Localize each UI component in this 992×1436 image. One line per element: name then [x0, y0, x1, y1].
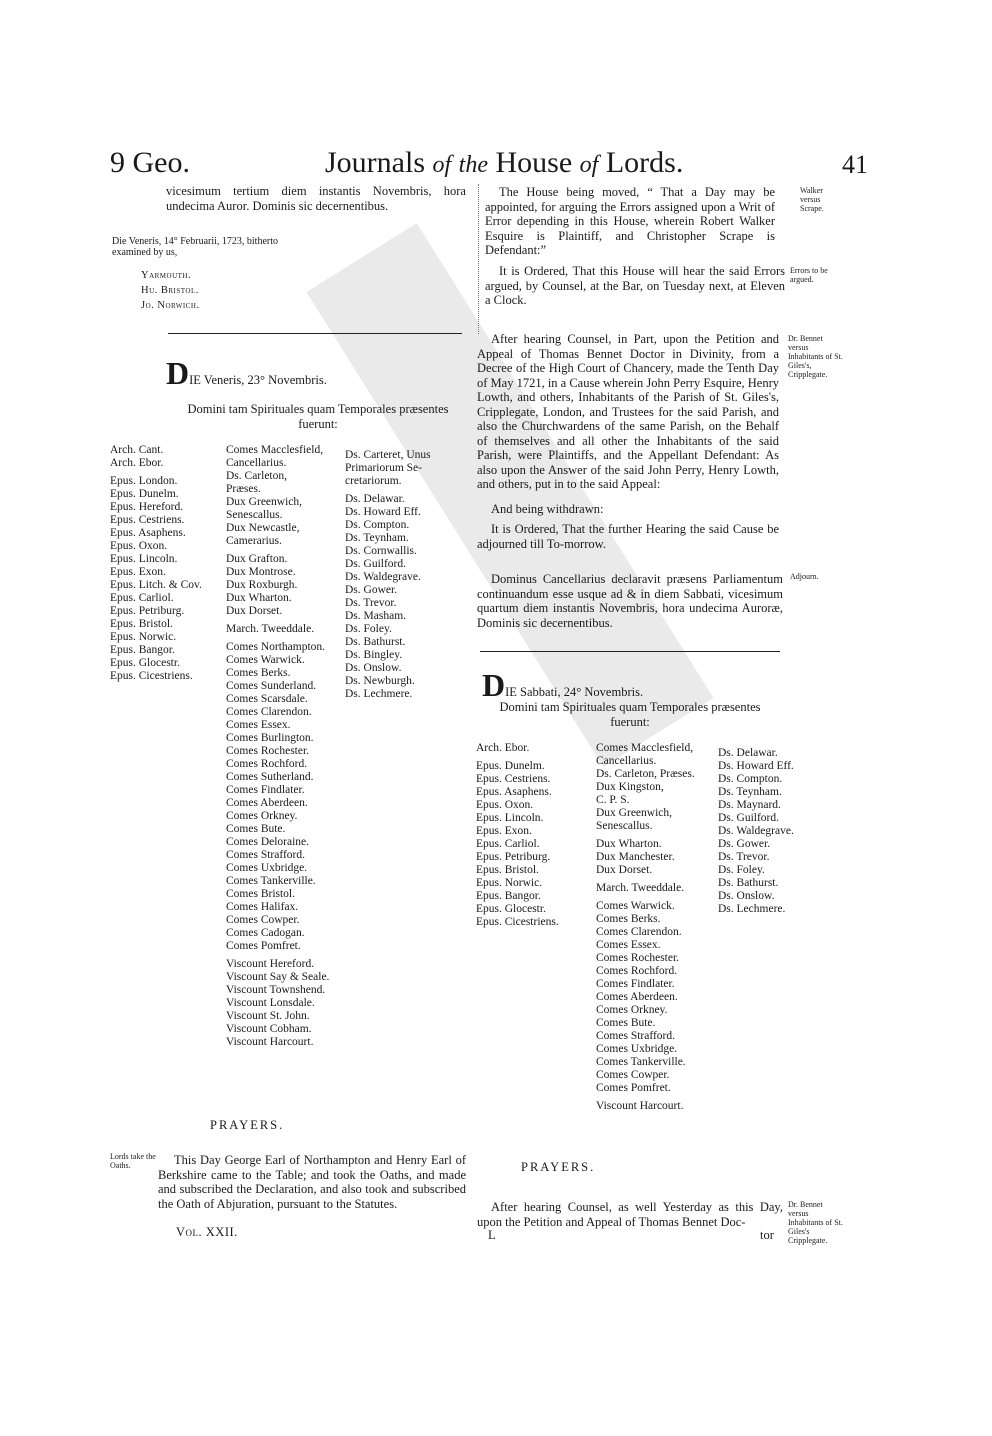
lord-entry: Ds. Lechmere. — [345, 688, 413, 700]
lord-entry: Epus. Cestriens. — [476, 773, 551, 785]
lord-entry: Ds. Teynham. — [345, 532, 409, 544]
lord-entry: Epus. Bangor. — [476, 890, 541, 902]
lord-entry: Comes Halifax. — [226, 901, 299, 913]
lord-entry: Epus. Asaphens. — [476, 786, 552, 798]
lord-entry: Ds. Delawar. — [345, 493, 405, 505]
lord-entry: C. P. S. — [596, 794, 630, 806]
lord-entry: Comes Clarendon. — [226, 706, 312, 718]
lord-entry: Epus. Carliol. — [110, 592, 174, 604]
day-heading — [482, 667, 644, 703]
lords-list-barons — [718, 742, 794, 916]
lord-entry: Viscount Harcourt. — [596, 1100, 684, 1112]
signature-mark: L — [488, 1228, 496, 1242]
lord-entry: Comes Burlington. — [226, 732, 314, 744]
section-rule — [480, 651, 780, 652]
lord-entry: Comes Cowper. — [226, 914, 300, 926]
lord-entry: Dux Manchester. — [596, 851, 675, 863]
lord-entry: Epus. Oxon. — [476, 799, 534, 811]
lord-entry: Epus. Cicestriens. — [476, 916, 559, 928]
lord-entry: Ds. Bathurst. — [345, 636, 406, 648]
lord-entry: Ds. Trevor. — [345, 597, 397, 609]
lord-entry: Dux Greenwich, — [226, 496, 303, 508]
lord-entry: Comes Uxbridge. — [596, 1043, 678, 1055]
lord-entry: Comes Essex. — [596, 939, 661, 951]
lord-entry: Epus. Norwic. — [110, 631, 177, 643]
lord-entry: Epus. Petriburg. — [110, 605, 185, 617]
lord-entry: Comes Rochford. — [226, 758, 308, 770]
section-rule — [168, 333, 462, 334]
lord-entry: Ds. Onslow. — [718, 890, 775, 902]
lord-entry: Epus. Exon. — [110, 566, 166, 578]
title-word: Journals — [325, 146, 425, 179]
lord-entry: Comes Uxbridge. — [226, 862, 308, 874]
lord-entry: Epus. Glocestr. — [476, 903, 546, 915]
lord-entry: Arch. Cant. — [110, 444, 164, 456]
lord-entry: Epus. Bristol. — [476, 864, 539, 876]
lords-list-barons — [345, 444, 431, 701]
lord-entry: Cancellarius. — [226, 457, 287, 469]
lord-entry: Ds. Foley. — [718, 864, 765, 876]
lord-entry: Comes Rochford. — [596, 965, 678, 977]
running-header-left: 9 Geo. — [110, 146, 190, 179]
lord-entry: Comes Rochester. — [596, 952, 680, 964]
margin-note: Adjourn. — [790, 572, 819, 581]
lord-entry: Comes Cadogan. — [226, 927, 305, 939]
lord-entry: Epus. Lincoln. — [110, 553, 178, 565]
lord-entry: Ds. Carleton, Præses. — [596, 768, 695, 780]
margin-note: Lords take the Oaths. — [110, 1152, 156, 1170]
lord-entry: Ds. Carteret, Unus — [345, 449, 431, 461]
signature: Yarmouth. — [141, 270, 192, 281]
lord-entry: Senescallus. — [226, 509, 283, 521]
lord-entry: Dux Montrose. — [226, 566, 296, 578]
domini-line: Domini tam Spirituales quam Temporales præsentes fuerunt: — [187, 402, 449, 431]
bennet-paragraph: After hearing Counsel, in Part, upon the Petition and Appeal of Thomas Bennet Doctor in Divinity, from a Decree of the High Court of Chancery, made the Tenth Day of May 1721, in a Cause wherein John Perry Esquire, Henry Lowth, and others, Inhabitants of the Parish of St. Giles's, Cripplegate, London, and Trustees for the said Parish, and also the Churchwardens of the same Parish, on the Behalf of themselves and all other the Inhabitants of the said Parish, were Plaintiffs, and the Appellant Defendant: As also upon the Answer of the said John Perry, Henry Lowth, and others, put in to the said Appeal: — [477, 332, 780, 491]
lord-entry: Comes Findlater. — [226, 784, 305, 796]
lord-entry: Epus. Petriburg. — [476, 851, 551, 863]
prayers-heading: PRAYERS. — [210, 1118, 285, 1132]
lord-entry: March. Tweeddale. — [226, 623, 315, 635]
lord-entry: Epus. Bristol. — [110, 618, 173, 630]
page-number: 41 — [842, 150, 868, 179]
lord-entry: Comes Essex. — [226, 719, 291, 731]
margin-note: Dr. Bennet versus Inhabitants of St. Giles's Cripplegate. — [788, 1200, 843, 1245]
lord-entry: Ds. Compton. — [718, 773, 783, 785]
lord-entry: Dux Dorset. — [596, 864, 653, 876]
lord-entry: Ds. Howard Eff. — [345, 506, 421, 518]
lord-entry: Ds. Carleton, — [226, 470, 288, 482]
lord-entry: March. Tweeddale. — [596, 882, 685, 894]
lord-entry: Præses. — [226, 483, 261, 495]
lord-entry: Ds. Cornwallis. — [345, 545, 417, 557]
examined-note: Die Veneris, 14° Februarii, 1723, bitherto examined by us, — [112, 236, 279, 258]
lord-entry: Ds. Maynard. — [718, 799, 781, 811]
lord-entry: Comes Tankerville. — [226, 875, 316, 887]
lord-entry: Comes Sutherland. — [226, 771, 314, 783]
lord-entry: Epus. Asaphens. — [110, 527, 186, 539]
lord-entry: Senescallus. — [596, 820, 653, 832]
lord-entry: Epus. Dunelm. — [476, 760, 545, 772]
lord-entry: Epus. Bangor. — [110, 644, 175, 656]
lord-entry: Comes Macclesfield, — [226, 444, 324, 456]
lord-entry: Ds. Howard Eff. — [718, 760, 794, 772]
lord-entry: Comes Deloraine. — [226, 836, 310, 848]
title-word: the — [458, 152, 488, 178]
oath-paragraph: This Day George Earl of Northampton and Henry Earl of Berkshire came to the Table; and took the Oaths, and made and subscribed the Declaration, and also took and subscribed the Oath of Abjuration, pursuant to the Statutes. — [158, 1153, 466, 1211]
continuation-paragraph: vicesimum tertium diem instantis Novembris, hora undecima Auror. Dominis sic decernentibus. — [166, 184, 466, 213]
lord-entry: Ds. Onslow. — [345, 662, 402, 674]
lord-entry: Dux Kingston, — [596, 781, 664, 793]
lord-entry: Epus. Exon. — [476, 825, 532, 837]
lord-entry: Epus. Carliol. — [476, 838, 540, 850]
ordered-paragraph: It is Ordered, That the further Hearing the said Cause be adjourned till To-morrow. — [477, 522, 779, 551]
margin-note: Walker versus Scrape. — [800, 186, 824, 213]
lord-entry: cretariorum. — [345, 475, 402, 487]
lord-entry: Ds. Lechmere. — [718, 903, 786, 915]
lord-entry: Arch. Ebor. — [110, 457, 164, 469]
drop-cap: D — [166, 355, 190, 391]
lord-entry: Epus. Cicestriens. — [110, 670, 193, 682]
lords-list-spiritual — [476, 742, 559, 929]
lord-entry: Epus. Cestriens. — [110, 514, 185, 526]
signature: Jo. Norwich. — [141, 300, 200, 311]
margin-note: Errors to be argued. — [790, 266, 828, 284]
margin-note: Dr. Bennet versus Inhabitants of St. Giles's, Cripplegate. — [788, 334, 843, 379]
lord-entry: Dux Roxburgh. — [226, 579, 298, 591]
lord-entry: Ds. Foley. — [345, 623, 392, 635]
lord-entry: Comes Warwick. — [596, 900, 675, 912]
lord-entry: Ds. Delawar. — [718, 747, 778, 759]
adjourn-paragraph: Dominus Cancellarius declaravit præsens Parliamentum continuandum esse usque ad & in diem Sabbati, vicesimum quartum diem instantis Novembris, hora undecima Auroræ, Dominis sic decernentibus. — [477, 572, 783, 630]
lord-entry: Ds. Masham. — [345, 610, 407, 622]
title-word: of — [432, 152, 452, 178]
lord-entry: Comes Tankerville. — [596, 1056, 686, 1068]
lord-entry: Comes Orkney. — [226, 810, 298, 822]
lord-entry: Epus. Oxon. — [110, 540, 168, 552]
lord-entry: Viscount Cobham. — [226, 1023, 312, 1035]
lord-entry: Comes Northampton. — [226, 641, 326, 653]
catchword: tor — [760, 1228, 774, 1242]
lord-entry: Comes Aberdeen. — [226, 797, 308, 809]
lord-entry: Comes Scarsdale. — [226, 693, 308, 705]
lord-entry: Ds. Trevor. — [718, 851, 770, 863]
lord-entry: Primariorum Se- — [345, 462, 422, 474]
lord-entry: Camerarius. — [226, 535, 282, 547]
lord-entry: Ds. Guilford. — [718, 812, 780, 824]
lord-entry: Dux Newcastle, — [226, 522, 300, 534]
lord-entry: Comes Orkney. — [596, 1004, 668, 1016]
domini-line: Domini tam Spirituales quam Temporales præsentes fuerunt: — [499, 700, 761, 729]
lord-entry: Ds. Compton. — [345, 519, 410, 531]
lord-entry: Dux Greenwich, — [596, 807, 673, 819]
lord-entry: Epus. Norwic. — [476, 877, 543, 889]
running-header-title — [325, 146, 683, 180]
lord-entry: Comes Warwick. — [226, 654, 305, 666]
prayers-heading: PRAYERS. — [521, 1160, 596, 1174]
lord-entry: Comes Rochester. — [226, 745, 310, 757]
lord-entry: Epus. London. — [110, 475, 178, 487]
lord-entry: Comes Sunderland. — [226, 680, 317, 692]
lord-entry: Comes Berks. — [226, 667, 291, 679]
lord-entry: Dux Wharton. — [226, 592, 292, 604]
lord-entry: Comes Strafford. — [596, 1030, 676, 1042]
title-word: House — [495, 146, 573, 179]
lord-entry: Ds. Newburgh. — [345, 675, 415, 687]
day-heading-text: IE Sabbati, 24° Novembris. — [505, 685, 644, 699]
lord-entry: Dux Grafton. — [226, 553, 288, 565]
lord-entry: Comes Cowper. — [596, 1069, 670, 1081]
lord-entry: Comes Pomfret. — [226, 940, 301, 952]
lord-entry: Comes Strafford. — [226, 849, 306, 861]
lord-entry: Ds. Bingley. — [345, 649, 403, 661]
lord-entry: Viscount Harcourt. — [226, 1036, 314, 1048]
lords-list-spiritual — [110, 444, 202, 683]
drop-cap: D — [482, 667, 506, 703]
lord-entry: Epus. Litch. & Cov. — [110, 579, 202, 591]
lord-entry: Comes Findlater. — [596, 978, 675, 990]
lord-entry: Comes Bute. — [226, 823, 286, 835]
lord-entry: Comes Aberdeen. — [596, 991, 678, 1003]
lord-entry: Ds. Gower. — [345, 584, 398, 596]
after-paragraph: After hearing Counsel, as well Yesterday as this Day, upon the Petition and Appeal of Thomas Bennet Doc- — [477, 1200, 783, 1229]
lord-entry: Ds. Guilford. — [345, 558, 407, 570]
lord-entry: Viscount Townshend. — [226, 984, 326, 996]
lord-entry: Ds. Waldegrave. — [718, 825, 794, 837]
lord-entry: Ds. Bathurst. — [718, 877, 779, 889]
withdrawn-line: And being withdrawn: — [491, 502, 604, 516]
ordered-paragraph: It is Ordered, That this House will hear the said Errors argued, by Counsel, at the Bar, on Tuesday next, at Eleven a Clock. — [485, 264, 785, 307]
lord-entry: Comes Bute. — [596, 1017, 656, 1029]
day-heading-text: IE Veneris, 23° Novembris. — [189, 373, 327, 387]
lord-entry: Epus. Glocestr. — [110, 657, 180, 669]
lord-entry: Epus. Dunelm. — [110, 488, 179, 500]
lord-entry: Ds. Teynham. — [718, 786, 782, 798]
day-heading — [166, 355, 327, 391]
lord-entry: Comes Berks. — [596, 913, 661, 925]
lords-list-temporal — [596, 742, 695, 1113]
lord-entry: Ds. Waldegrave. — [345, 571, 421, 583]
volume-label: Vol. XXII. — [176, 1225, 238, 1239]
lord-entry: Dux Dorset. — [226, 605, 283, 617]
lord-entry: Comes Bristol. — [226, 888, 296, 900]
title-word: of — [579, 152, 599, 178]
lord-entry: Epus. Hereford. — [110, 501, 184, 513]
lord-entry: Comes Clarendon. — [596, 926, 682, 938]
column-divider — [478, 184, 479, 334]
lord-entry: Viscount Hereford. — [226, 958, 315, 970]
title-word: Lords. — [605, 146, 684, 179]
lord-entry: Viscount St. John. — [226, 1010, 310, 1022]
lord-entry: Arch. Ebor. — [476, 742, 530, 754]
lords-list-temporal — [226, 444, 329, 1049]
lord-entry: Ds. Gower. — [718, 838, 771, 850]
lord-entry: Epus. Lincoln. — [476, 812, 544, 824]
lord-entry: Cancellarius. — [596, 755, 657, 767]
walker-paragraph: The House being moved, “ That a Day may be appointed, for arguing the Errors assigned upon a Writ of Error depending in this House, wherein Robert Walker Esquire is Plaintiff, and Christopher Scrape is Defendant:” — [485, 185, 775, 257]
lord-entry: Comes Pomfret. — [596, 1082, 671, 1094]
signature: Hu. Bristol. — [141, 285, 199, 296]
lord-entry: Viscount Lonsdale. — [226, 997, 315, 1009]
lord-entry: Dux Wharton. — [596, 838, 662, 850]
lord-entry: Viscount Say & Seale. — [226, 971, 330, 983]
lord-entry: Comes Macclesfield, — [596, 742, 694, 754]
